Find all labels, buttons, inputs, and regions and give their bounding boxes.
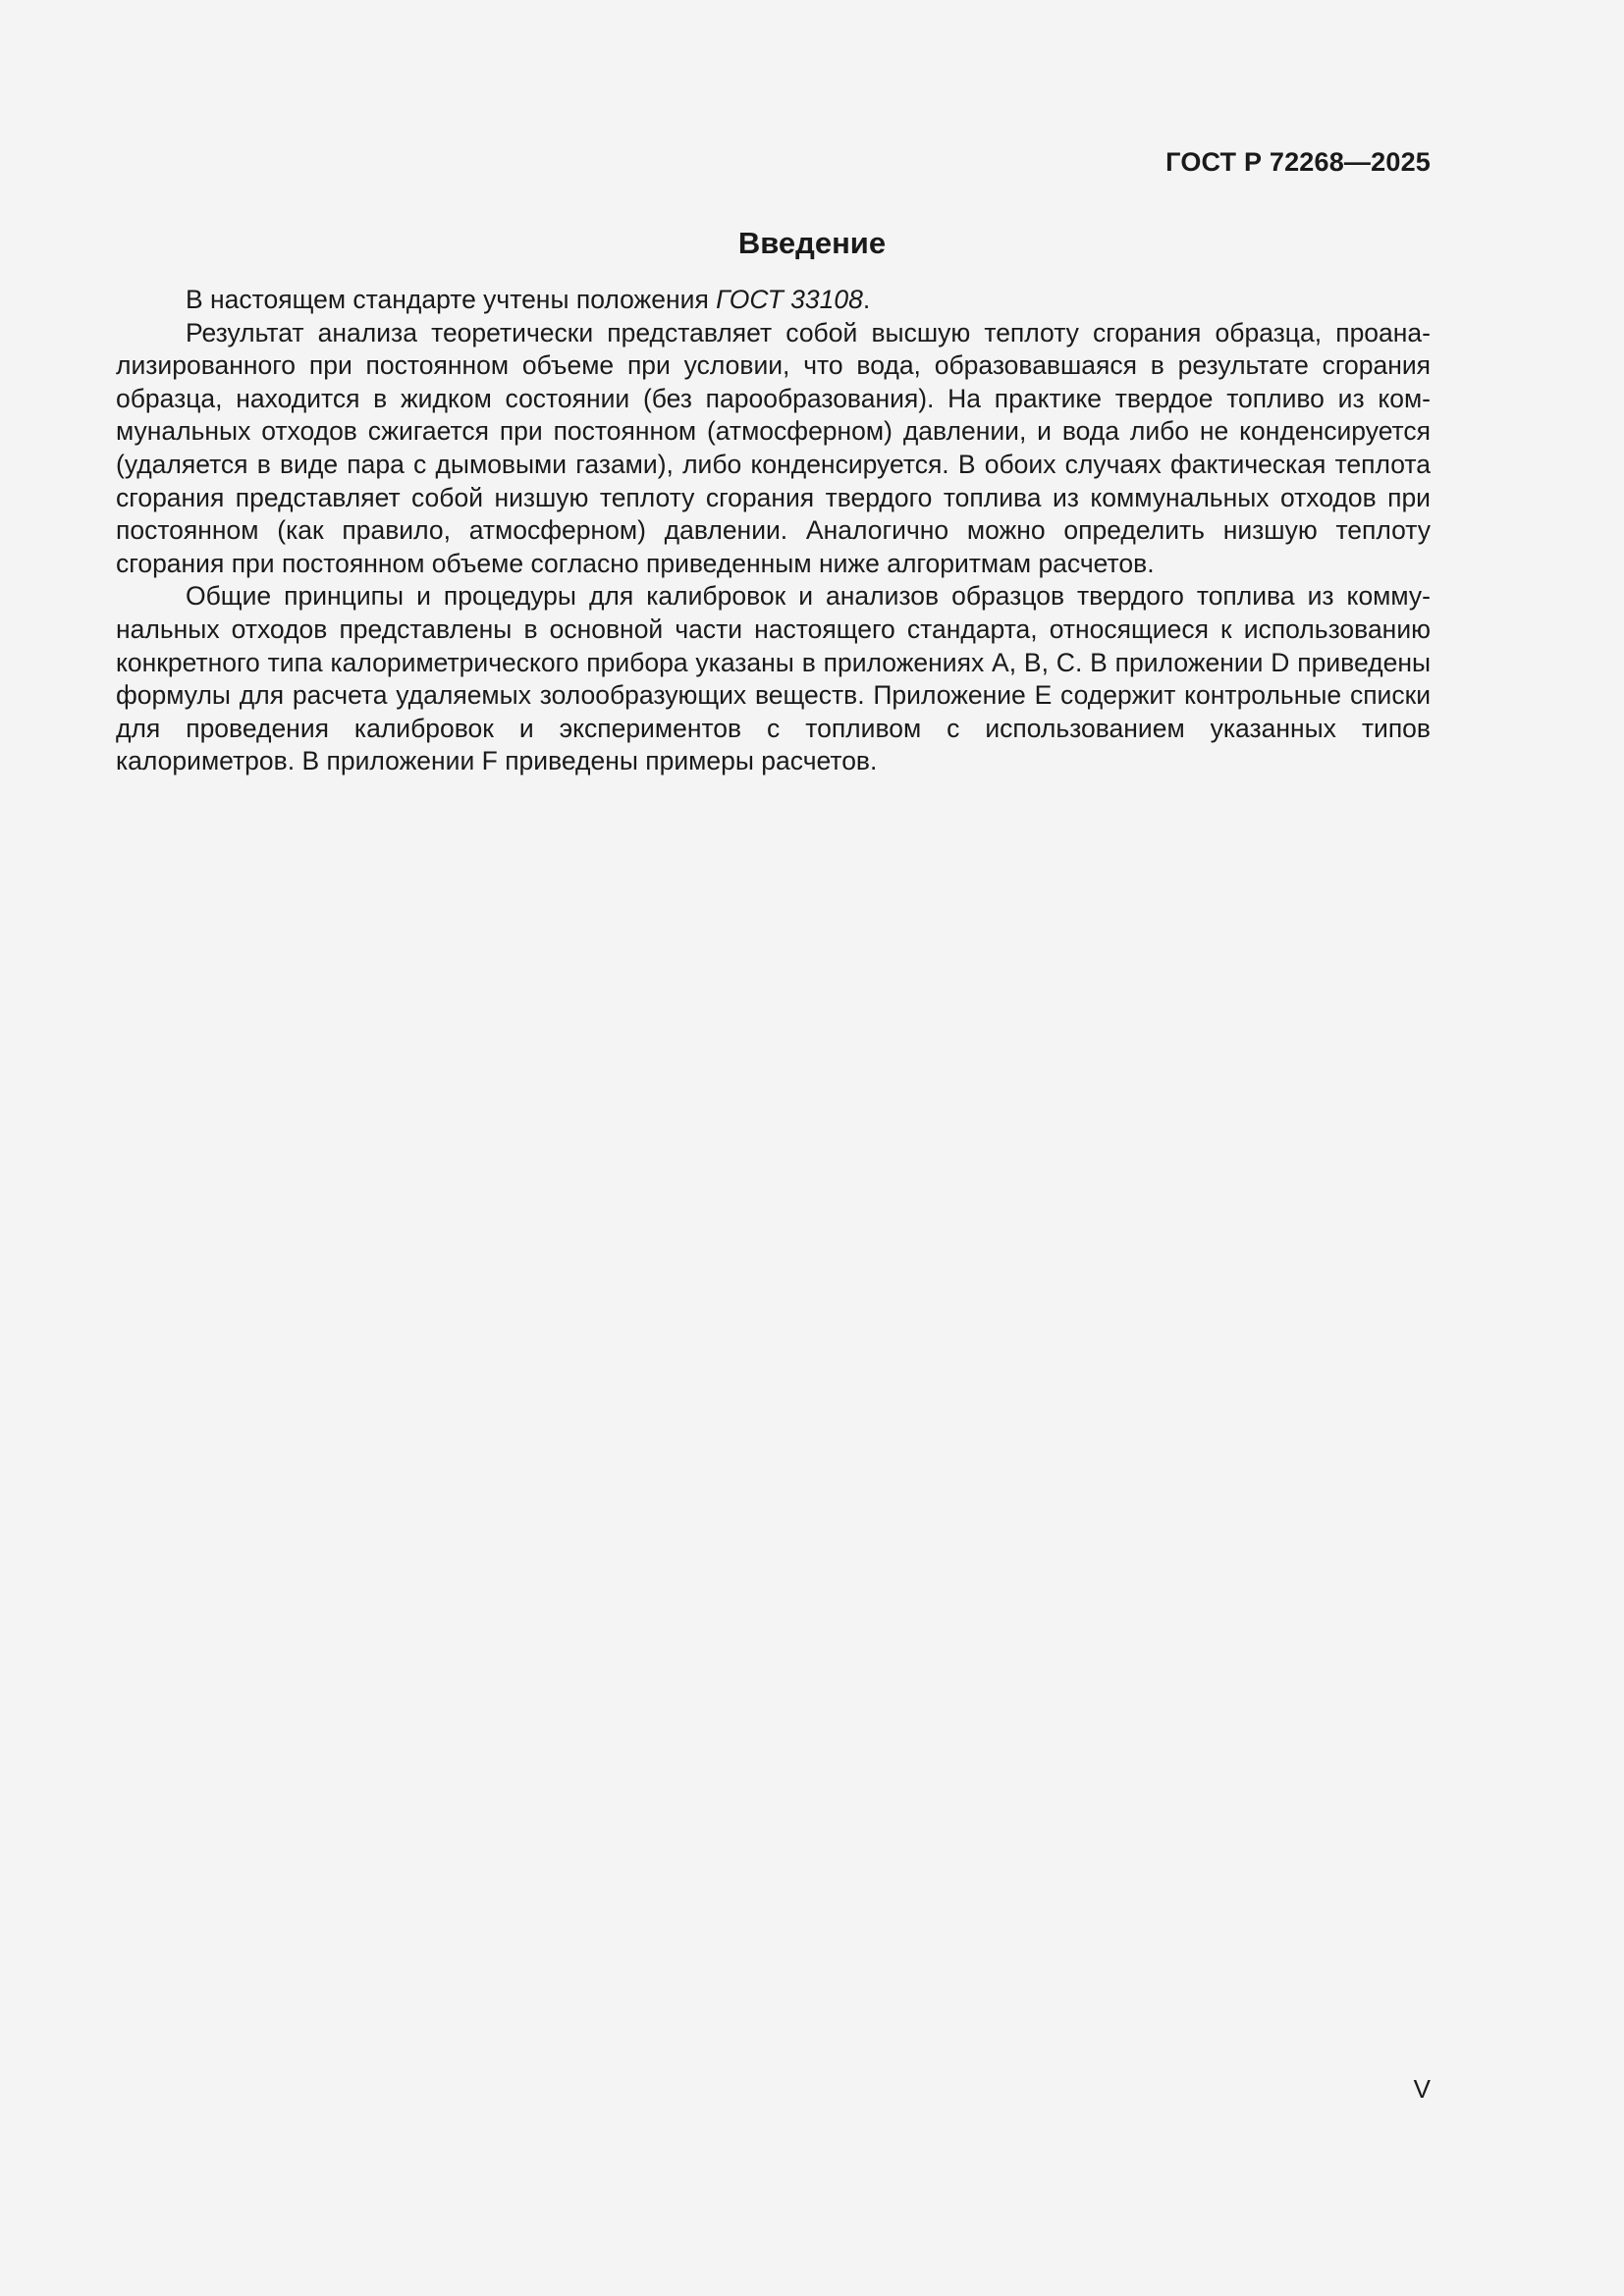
paragraph-result: Результат анализа теоретически представляет собой высшую теплоту сгорания образца, проанализированного при постоянном объеме при условии, что вода, образовавшаяся в результате сгорания образца, находится в жидком состоянии (без парообразования). На практике твердое топливо из коммунальных отходов сжигается при постоянном (атмосферном) давлении, и вода либо не конденсируется (удаляется в виде пара с дымовыми газами), либо конденсируется. В обоих случаях фактическая теплота сгорания представляет собой низшую теплоту сгорания твердого топлива из коммунальных отходов при постоянном (как правило, атмосферном) давлении. Аналогично можно определить низшую теплоту сгорания при постоянном объеме согласно приведенным ниже алгоритмам расчетов. (116, 317, 1431, 578)
section-title: Введение (737, 226, 887, 260)
standard-reference: ГОСТ 33108 (716, 285, 863, 314)
page-number: V (1413, 2074, 1431, 2104)
paragraph-intro-end: . (862, 285, 871, 314)
paragraph-intro-text: В настоящем стандарте учтены положения (186, 285, 717, 314)
paragraph-intro (116, 284, 1431, 317)
paragraph-principles: Общие принципы и процедуры для калибровок и анализов образцов твердого топлива из коммунальных отходов представлены в основной части настоящего стандарта, относящиеся к использованию конкретного типа калориметрического прибора указаны в приложениях А, В, С. В приложении D приведены формулы для расчета удаляемых золообразующих веществ. Приложение Е содержит контрольные списки для проведения калибровок и экспериментов с топливом с использованием указанных типов калориметров. В приложении F приведены примеры расчетов. (116, 581, 1431, 776)
document-header: ГОСТ Р 72268—2025 (1165, 147, 1431, 177)
body-text (116, 284, 1431, 778)
